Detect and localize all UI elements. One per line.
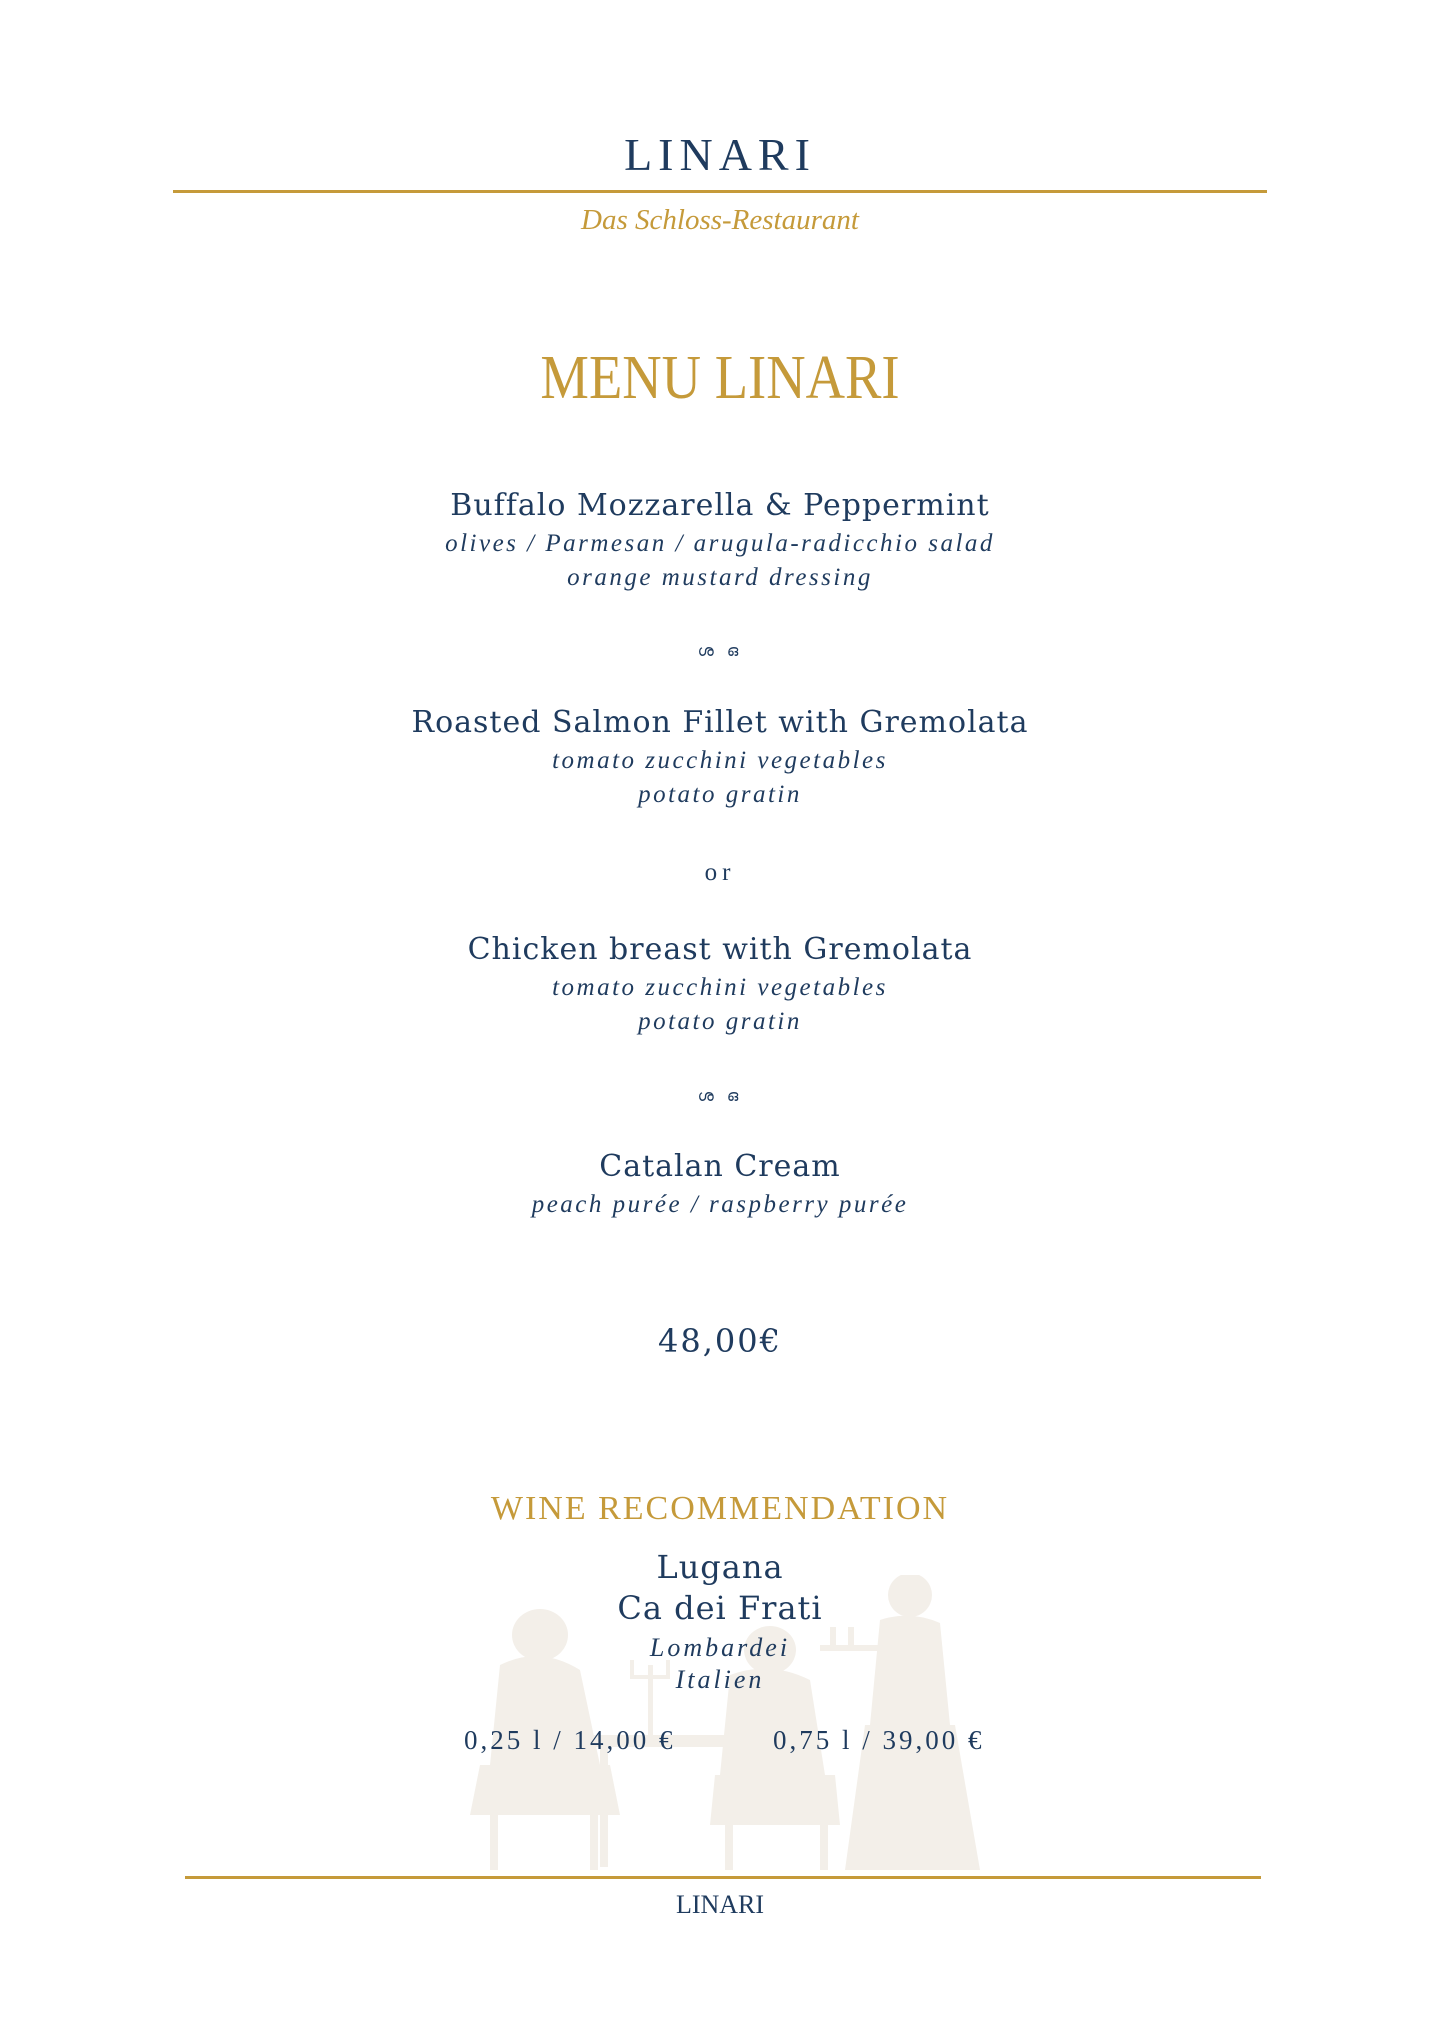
ornament-separator-1: ശ ഒ [697,641,743,660]
menu-price: 48,00€ [658,1322,782,1360]
course-3-detail-1: tomato zucchini vegetables [552,974,888,1001]
course-2-detail-1: tomato zucchini vegetables [552,747,888,774]
course-3-detail-2: potato gratin [638,1008,802,1035]
course-4-name: Catalan Cream [599,1149,841,1184]
footer-divider [185,1876,1261,1879]
wine-name-line-1: Lugana [656,1548,784,1586]
course-1-detail-1: olives / Parmesan / arugula-radicchio salad [445,530,995,557]
ornament-separator-2: ശ ഒ [697,1086,743,1105]
restaurant-subtitle: Das Schloss-Restaurant [581,204,859,236]
header-divider [173,190,1267,193]
wine-price-bottle: 0,75 l / 39,00 € [773,1725,985,1755]
footer-brand: LINARI [675,1890,765,1919]
course-2-detail-2: potato gratin [638,781,802,808]
wine-region: Lombardei [649,1633,791,1662]
menu-title: MENU LINARI [540,344,900,412]
wine-name-line-2: Ca dei Frati [617,1589,823,1627]
course-1-name: Buffalo Mozzarella & Peppermint [450,488,990,523]
brand-logo-text: LINARI [624,129,816,180]
wine-country: Italien [675,1665,765,1694]
wine-heading: WINE RECOMMENDATION [490,1490,950,1527]
course-4-detail-1: peach purée / raspberry purée [531,1191,909,1218]
course-3-name: Chicken breast with Gremolata [467,932,973,967]
course-1-detail-2: orange mustard dressing [567,564,873,591]
course-2-name: Roasted Salmon Fillet with Gremolata [411,705,1029,740]
or-label: or [704,859,736,886]
wine-price-glass: 0,25 l / 14,00 € [464,1725,676,1755]
